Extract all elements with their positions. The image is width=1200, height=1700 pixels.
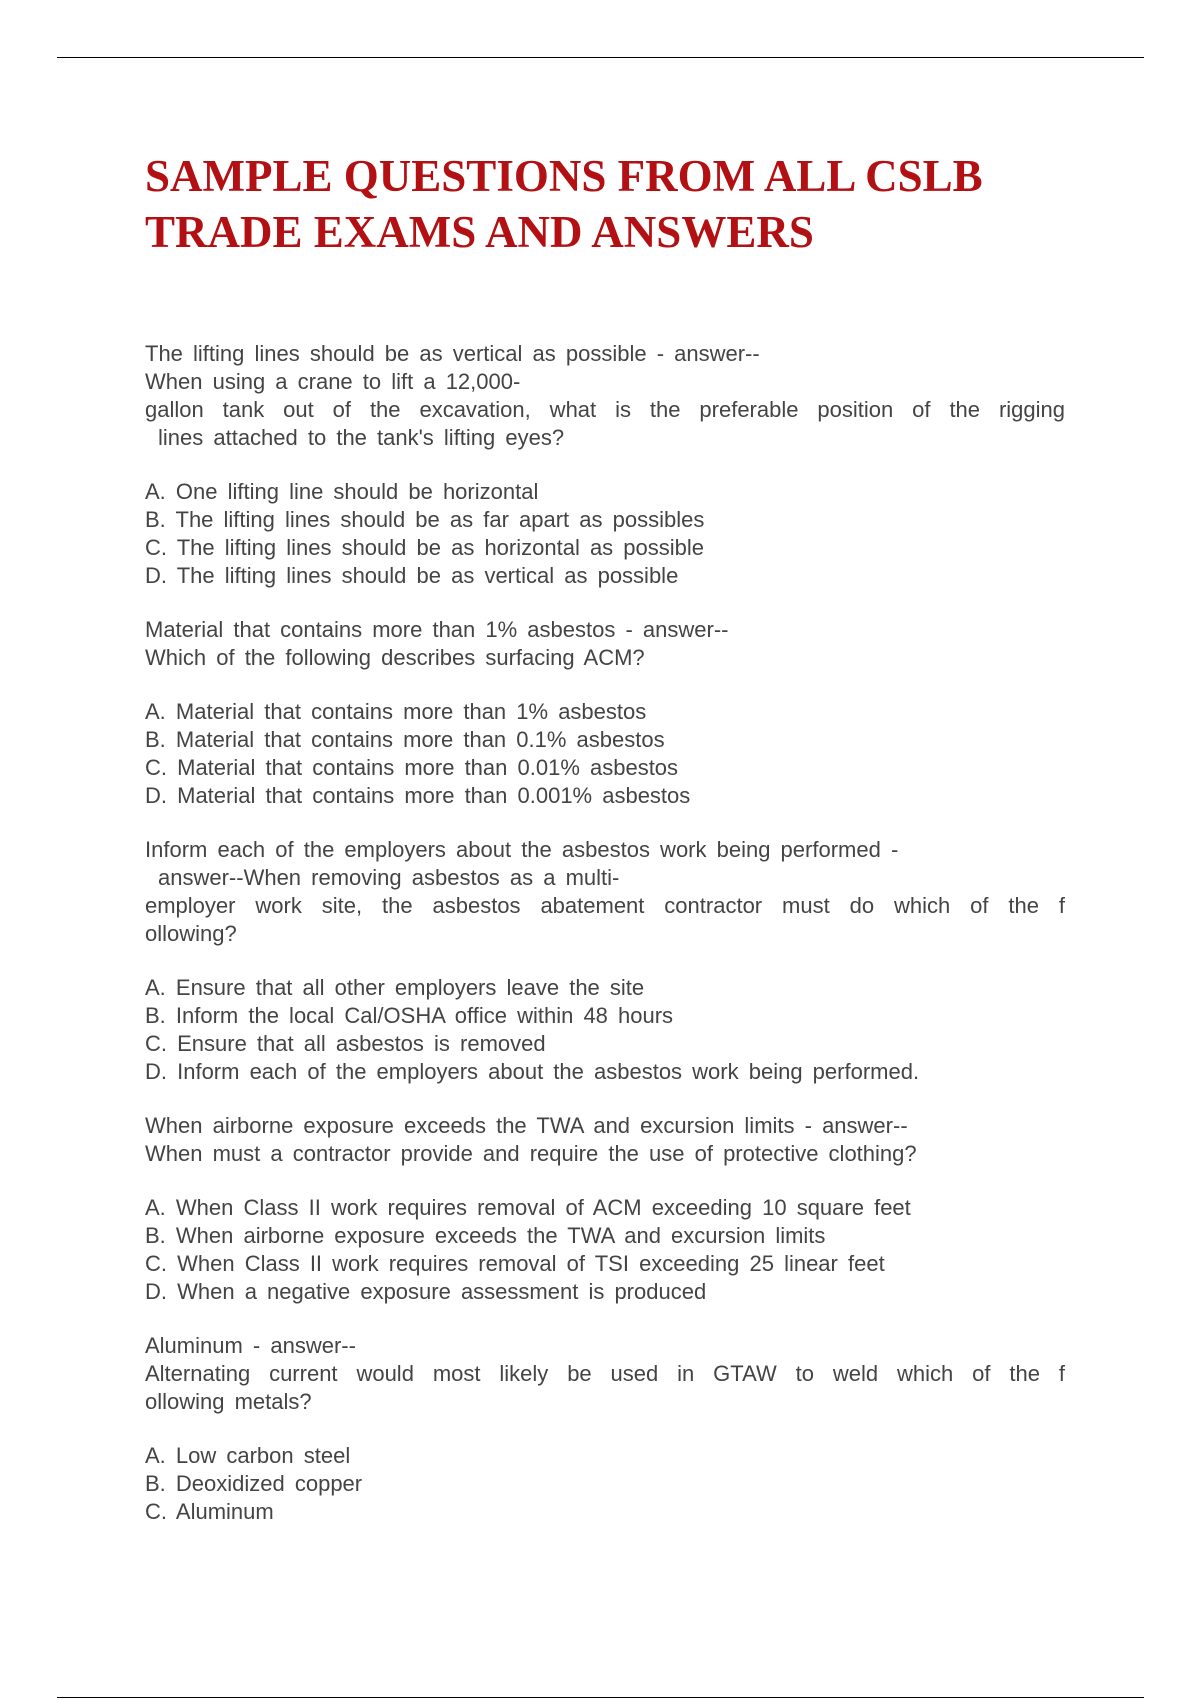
title-line: TRADE EXAMS AND ANSWERS xyxy=(145,207,814,257)
header-rule xyxy=(57,57,1144,58)
answer-options xyxy=(145,1442,1065,1526)
questions-list xyxy=(145,340,1065,1552)
answer-options xyxy=(145,478,1065,590)
answer-option: C. The lifting lines should be as horizontal as possible xyxy=(145,535,705,560)
question-block xyxy=(145,340,1065,590)
question-line: The lifting lines should be as vertical as possible - answer-- xyxy=(145,341,760,366)
answer-option: B. Deoxidized copper xyxy=(145,1471,363,1496)
question-block xyxy=(145,836,1065,1086)
question-block xyxy=(145,616,1065,810)
document-title xyxy=(145,148,1085,260)
answer-option: B. Material that contains more than 0.1% asbestos xyxy=(145,727,665,752)
question-line: ollowing? xyxy=(145,921,237,946)
answer-option: C. Aluminum xyxy=(145,1499,274,1524)
answer-option: A. Low carbon steel xyxy=(145,1443,351,1468)
question-line: Which of the following describes surfacing ACM? xyxy=(145,645,645,670)
question-line: answer--When removing asbestos as a multi- xyxy=(158,865,620,890)
answer-option: C. Material that contains more than 0.01% asbestos xyxy=(145,755,679,780)
title-line: SAMPLE QUESTIONS FROM ALL CSLB xyxy=(145,151,983,201)
answer-option: D. When a negative exposure assessment is produced xyxy=(145,1279,707,1304)
question-line: Aluminum - answer-- xyxy=(145,1333,356,1358)
footer-rule xyxy=(57,1697,1144,1698)
answer-option: D. The lifting lines should be as vertical as possible xyxy=(145,563,679,588)
answer-option: A. When Class II work requires removal of ACM exceeding 10 square feet xyxy=(145,1195,911,1220)
answer-option: B. The lifting lines should be as far apart as possibles xyxy=(145,507,705,532)
question-line: When using a crane to lift a 12,000- xyxy=(145,369,521,394)
answer-option: C. When Class II work requires removal of TSI exceeding 25 linear feet xyxy=(145,1251,885,1276)
question-line: Inform each of the employers about the asbestos work being performed - xyxy=(145,837,899,862)
answer-options xyxy=(145,1194,1065,1306)
answer-options xyxy=(145,974,1065,1086)
question-block xyxy=(145,1332,1065,1526)
answer-option: A. One lifting line should be horizontal xyxy=(145,479,539,504)
question-line: employer work site, the asbestos abatement contractor must do which of the f xyxy=(145,893,1065,918)
answer-options xyxy=(145,698,1065,810)
question-line: When airborne exposure exceeds the TWA and excursion limits - answer-- xyxy=(145,1113,908,1138)
question-line: Material that contains more than 1% asbestos - answer-- xyxy=(145,617,729,642)
question-line: Alternating current would most likely be used in GTAW to weld which of the f xyxy=(145,1361,1065,1386)
answer-option: A. Ensure that all other employers leave the site xyxy=(145,975,645,1000)
answer-option: B. Inform the local Cal/OSHA office within 48 hours xyxy=(145,1003,674,1028)
answer-option: A. Material that contains more than 1% asbestos xyxy=(145,699,647,724)
question-line: ollowing metals? xyxy=(145,1389,312,1414)
answer-option: D. Material that contains more than 0.001% asbestos xyxy=(145,783,691,808)
question-line: gallon tank out of the excavation, what is the preferable position of the rigging xyxy=(145,397,1065,422)
question-block xyxy=(145,1112,1065,1306)
question-line: lines attached to the tank's lifting eyes? xyxy=(158,425,565,450)
answer-option: B. When airborne exposure exceeds the TWA and excursion limits xyxy=(145,1223,826,1248)
answer-option: C. Ensure that all asbestos is removed xyxy=(145,1031,546,1056)
answer-option: D. Inform each of the employers about the asbestos work being performed. xyxy=(145,1059,920,1084)
question-line: When must a contractor provide and require the use of protective clothing? xyxy=(145,1141,917,1166)
